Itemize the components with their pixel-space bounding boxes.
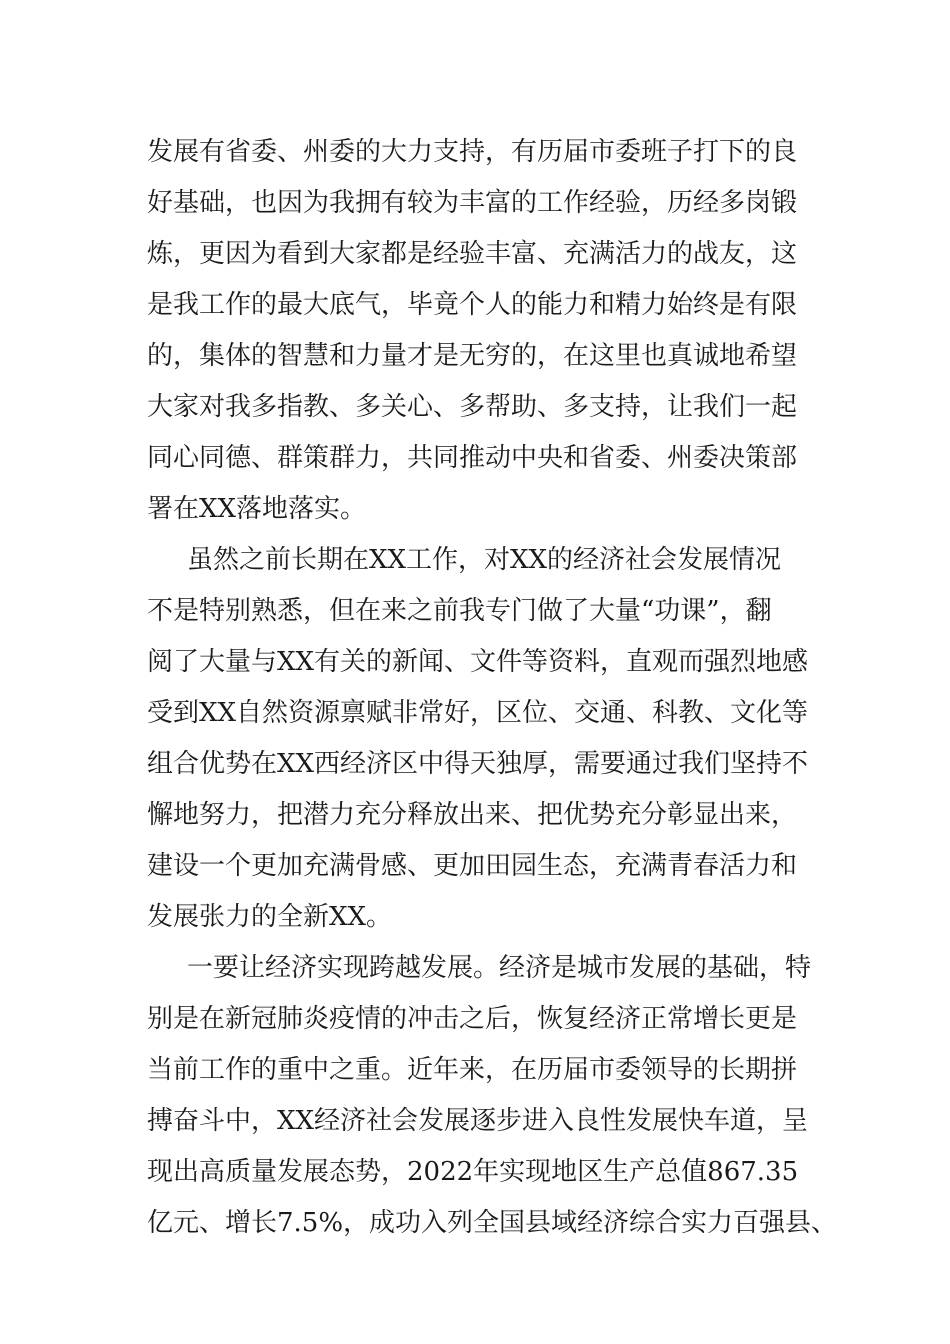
text-line: 发展张力的全新XX。 [147, 902, 393, 932]
text-line: 别是在新冠肺炎疫情的冲击之后，恢复经济正常增长更是 [147, 1004, 798, 1034]
text-line: 大家对我多指教、多关心、多帮助、多支持，让我们一起 [147, 392, 798, 422]
text-line: 当前工作的重中之重。近年来，在历届市委领导的长期拼 [147, 1055, 798, 1085]
text-line: 一要让经济实现跨越发展。经济是城市发展的基础，特 [187, 953, 812, 983]
paragraph-2 [147, 535, 817, 943]
text-line: 是我工作的最大底气，毕竟个人的能力和精力始终是有限 [147, 290, 798, 320]
text-line: 炼，更因为看到大家都是经验丰富、充满活力的战友，这 [147, 239, 798, 269]
paragraph-3 [147, 943, 838, 1249]
text-line: 发展有省委、州委的大力支持，有历届市委班子打下的良 [147, 137, 798, 167]
document-body [147, 127, 838, 1249]
text-line: 受到XX自然资源禀赋非常好，区位、交通、科教、文化等 [147, 698, 809, 728]
text-line: 组合优势在XX西经济区中得天独厚，需要通过我们坚持不 [147, 749, 809, 779]
text-line: 懈地努力，把潜力充分释放出来、把优势充分彰显出来， [147, 800, 798, 830]
text-line: 好基础，也因为我拥有较为丰富的工作经验，历经多岗锻 [147, 188, 798, 218]
text-line: 建设一个更加充满骨感、更加田园生态，充满青春活力和 [147, 851, 798, 881]
text-line: 亿元、增长7.5%，成功入列全国县域经济综合实力百强县、 [147, 1208, 838, 1238]
text-line: 署在XX落地落实。 [147, 494, 367, 524]
text-line: 的，集体的智慧和力量才是无穷的，在这里也真诚地希望 [147, 341, 798, 371]
text-line: 同心同德、群策群力，共同推动中央和省委、州委决策部 [147, 443, 798, 473]
text-line: 不是特别熟悉，但在来之前我专门做了大量“功课”，翻 [147, 596, 772, 626]
text-line: 现出高质量发展态势，2022年实现地区生产总值867.35 [147, 1157, 799, 1187]
text-line: 搏奋斗中，XX经济社会发展逐步进入良性发展快车道，呈 [147, 1106, 809, 1136]
text-line: 阅了大量与XX有关的新闻、文件等资料，直观而强烈地感 [147, 647, 809, 677]
paragraph-1 [147, 127, 817, 535]
text-line: 虽然之前长期在XX工作，对XX的经济社会发展情况 [187, 545, 782, 575]
